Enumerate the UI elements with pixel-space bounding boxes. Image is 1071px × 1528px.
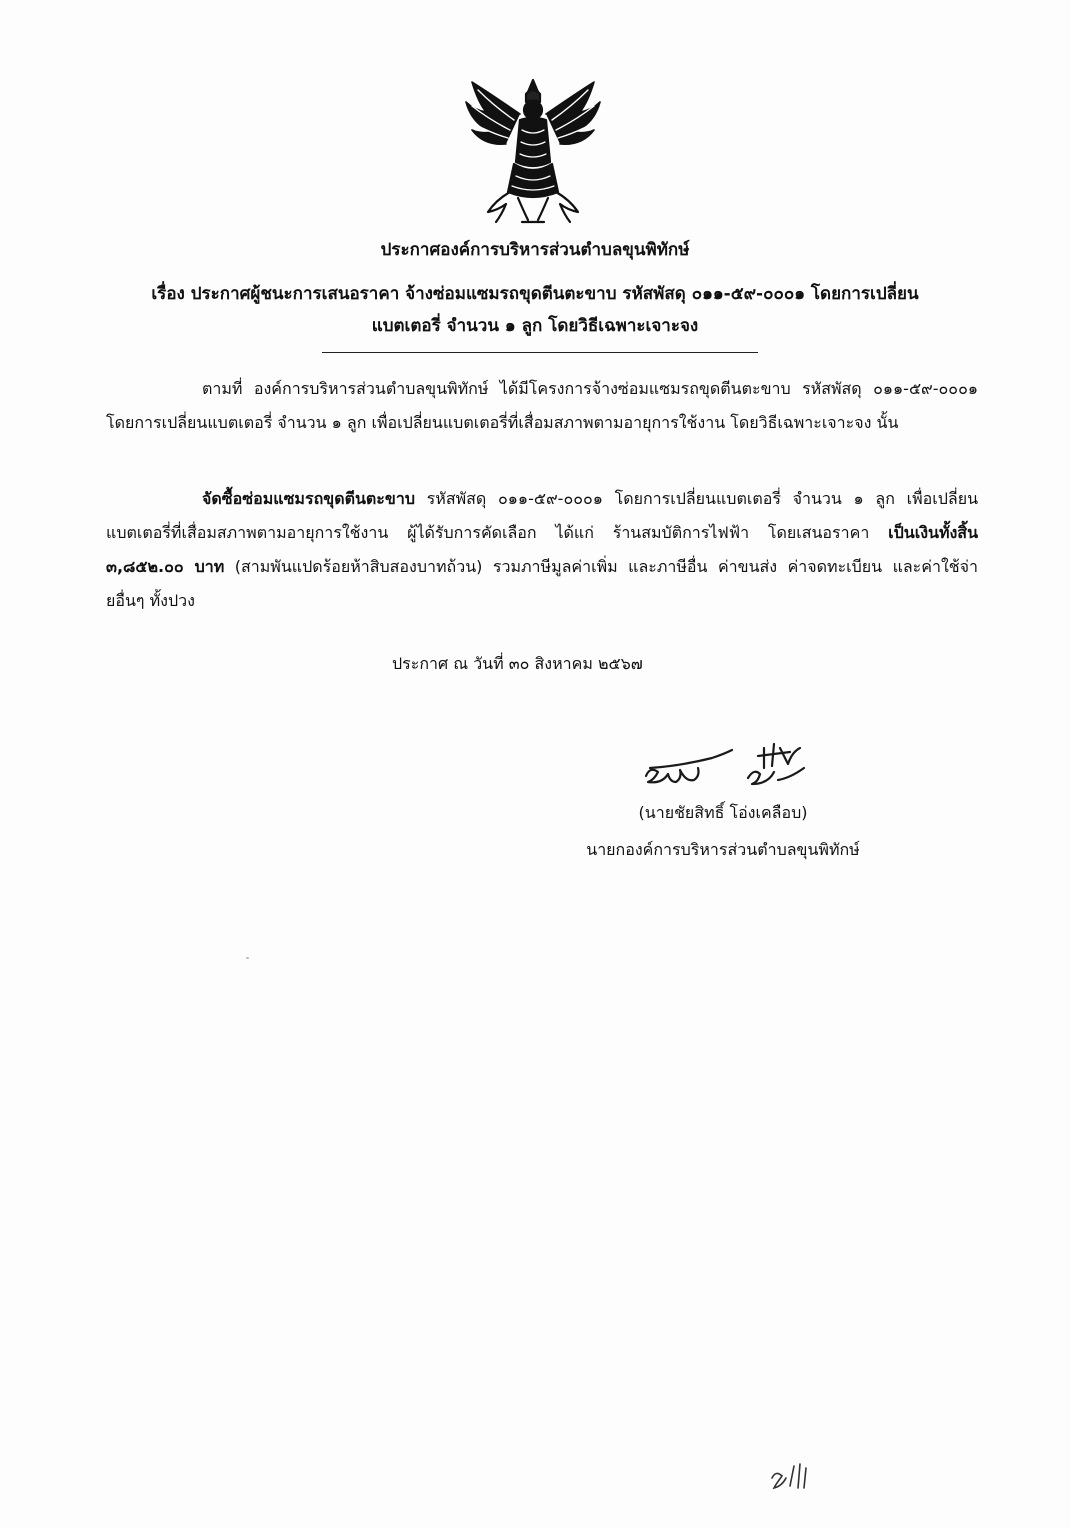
paragraph-2-lead: จัดซื้อซ่อมแซมรถขุดตีนตะขาบ [202, 489, 415, 508]
signer-title: นายกองค์การบริหารส่วนตำบลขุนพิทักษ์ [586, 840, 860, 859]
handwritten-signature-icon [640, 738, 815, 798]
contract-amount: เป็นเงินทั้งสิ้น ๓,๘๕๒.๐๐ บาท [106, 523, 978, 576]
paragraph-2-text-b: (สามพันแปดร้อยห้าสิบสองบาทถ้วน) รวมภาษีมูลค่าเพิ่ม และภาษีอื่น ค่าขนส่ง ค่าจดทะเบียน และค่าใช้จ่ายอื่นๆ ทั้งปวง [106, 557, 978, 610]
announcement-title: ประกาศองค์การบริหารส่วนตำบลขุนพิทักษ์ [380, 240, 690, 260]
announcement-subject: เรื่อง ประกาศผู้ชนะการเสนอราคา จ้างซ่อมแซมรถขุดตีนตะขาบ รหัสพัสดุ ๐๑๑-๕๙-๐๐๐๑ โดยการเปลี่ยน [151, 284, 919, 304]
header-divider [322, 352, 758, 353]
body-paragraph-2 [106, 482, 978, 618]
scan-speck [246, 957, 249, 959]
garuda-emblem-icon [458, 72, 608, 227]
handwritten-page-mark-icon [768, 1456, 818, 1496]
signer-name: (นายชัยสิทธิ์ โอ่งเคลือบ) [638, 803, 808, 822]
announcement-date: ประกาศ ณ วันที่ ๓๐ สิงหาคม ๒๕๖๗ [392, 654, 643, 673]
body-paragraph-1: ตามที่ องค์การบริหารส่วนตำบลขุนพิทักษ์ ได้มีโครงการจ้างซ่อมแซมรถขุดตีนตะขาบ รหัสพัสดุ ๐๑๑-๕๙-๐๐๐๑ โดยการเปลี่ยนแบตเตอรี่ จำนวน ๑ ลูก เพื่อเปลี่ยนแบตเตอรี่ที่เสื่อมสภาพตามอายุการใช้งาน โดยวิธีเฉพาะเจาะจง นั้น [106, 379, 978, 432]
paragraph-2-text-a: รหัสพัสดุ ๐๑๑-๕๙-๐๐๐๑ โดยการเปลี่ยนแบตเตอรี่ จำนวน ๑ ลูก เพื่อเปลี่ยนแบตเตอรี่ที่เสื่อมสภาพตามอายุการใช้งาน ผู้ได้รับการคัดเลือก ได้แก่ ร้านสมบัติการไฟฟ้า โดยเสนอราคา [106, 489, 978, 542]
announcement-subject-continued: แบตเตอรี่ จำนวน ๑ ลูก โดยวิธีเฉพาะเจาะจง [371, 316, 699, 336]
